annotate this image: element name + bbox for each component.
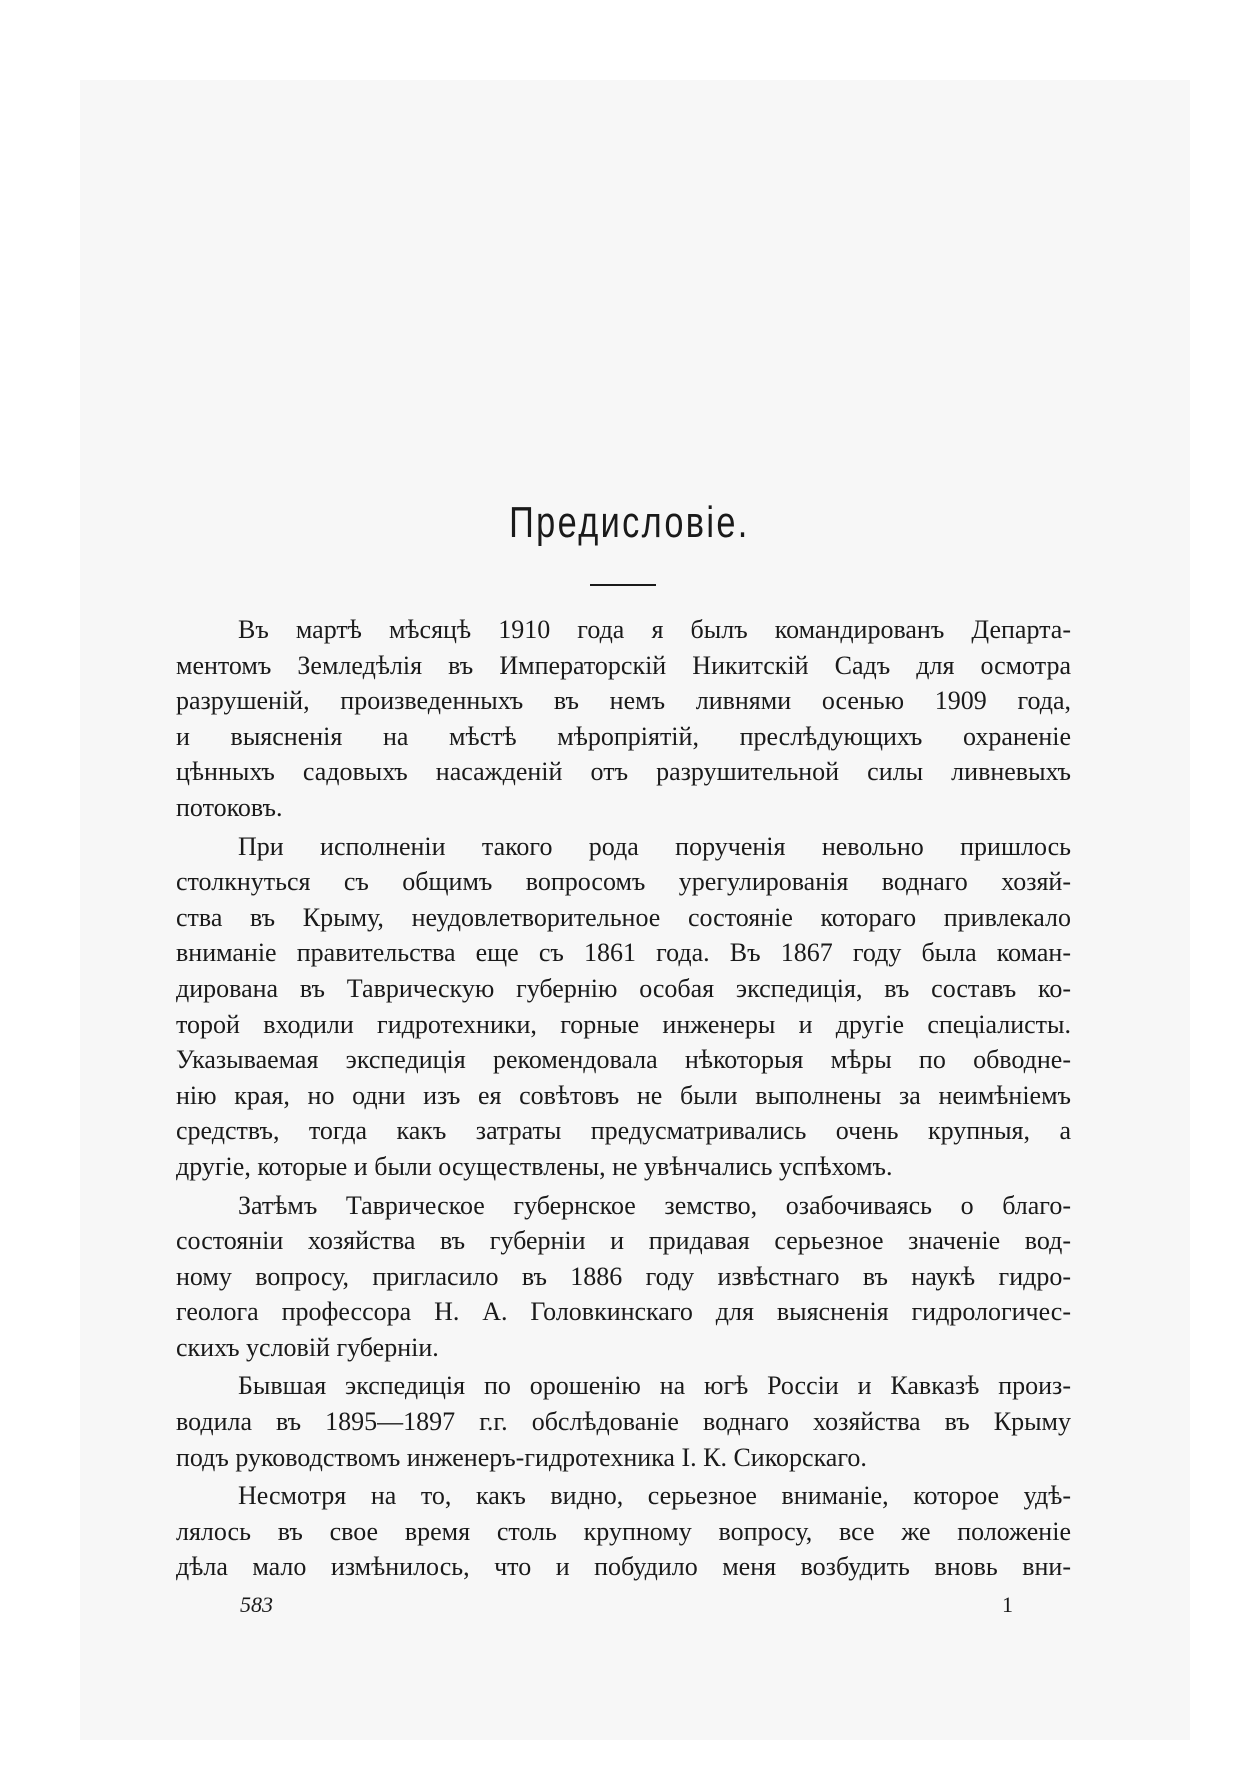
text-line: Несмотря на то, какъ видно, серьезное вниманіе, которое удѣ- [238, 1481, 1071, 1511]
page-number: 1 [1002, 1592, 1013, 1617]
paragraph [176, 1368, 1071, 1475]
text-line: ному вопросу, пригласило въ 1886 году извѣстнаго въ наукѣ гидро- [176, 1261, 1071, 1291]
text-line: разрушеній, произведенныхъ въ немъ ливнями осенью 1909 года, [176, 686, 1071, 716]
text-line: другіе, которые и были осуществлены, не увѣнчались успѣхомъ. [176, 1151, 893, 1181]
text-line: лялось въ свое время столь крупному вопросу, все же положеніе [176, 1516, 1071, 1546]
text-line: Бывшая экспедиція по орошенію на югѣ Россіи и Кавказѣ произ- [238, 1371, 1071, 1401]
text-line: Затѣмъ Таврическое губернское земство, озабочиваясь о благо- [238, 1190, 1071, 1220]
text-line: ментомъ Земледѣлія въ Императорскій Никитскій Садъ для осмотра [176, 650, 1071, 680]
page-title: Предисловіе. [509, 498, 750, 547]
text-line: и выясненія на мѣстѣ мѣропріятій, преслѣдующихъ охраненіе [176, 721, 1071, 751]
text-line: вниманіе правительства еще съ 1861 года. Въ 1867 году была коман- [176, 938, 1071, 968]
text-line: Въ мартѣ мѣсяцѣ 1910 года я былъ командированъ Департа- [238, 615, 1071, 644]
text-line: скихъ условій губерніи. [176, 1332, 439, 1362]
text-line: подъ руководствомъ инженеръ-гидротехника І. К. Сикорскаго. [176, 1442, 867, 1472]
text-line: состояніи хозяйства въ губерніи и придавая серьезное значеніе вод- [176, 1226, 1071, 1256]
text-line: Указываемая экспедиція рекомендовала нѣкоторыя мѣры по обводне- [176, 1045, 1071, 1075]
printer-signature-mark: 583 [240, 1592, 273, 1617]
paragraph [176, 1478, 1071, 1585]
title-underline-rule [590, 584, 656, 586]
text-line: цѣнныхъ садовыхъ насажденій отъ разрушительной силы ливневыхъ [176, 757, 1071, 787]
paragraph [176, 829, 1071, 1185]
paragraph [176, 612, 1071, 826]
text-line: дирована въ Таврическую губернію особая экспедиція, въ составъ ко- [176, 973, 1071, 1003]
text-line: дѣла мало измѣнилось, что и побудило меня возбудить вновь вни- [176, 1552, 1071, 1582]
text-line: столкнуться съ общимъ вопросомъ урегулированія воднаго хозяй- [176, 867, 1071, 897]
body-text [176, 612, 1071, 1585]
text-line: ства въ Крыму, неудовлетворительное состояніе котораго привлекало [176, 902, 1071, 932]
text-line: средствъ, тогда какъ затраты предусматривались очень крупныя, а [176, 1116, 1071, 1146]
text-line: потоковъ. [176, 792, 283, 822]
text-line: торой входили гидротехники, горные инженеры и другіе спеціалисты. [176, 1009, 1071, 1039]
text-line: геолога профессора Н. А. Головкинскаго для выясненія гидрологичес- [176, 1297, 1071, 1327]
paragraph [176, 1188, 1071, 1366]
text-line: нію края, но одни изъ ея совѣтовъ не были выполнены за неимѣніемъ [176, 1080, 1071, 1110]
text-line: водила въ 1895—1897 г.г. обслѣдованіе воднаго хозяйства въ Крыму [176, 1407, 1071, 1437]
text-line: При исполненіи такого рода порученія невольно пришлось [238, 831, 1071, 861]
